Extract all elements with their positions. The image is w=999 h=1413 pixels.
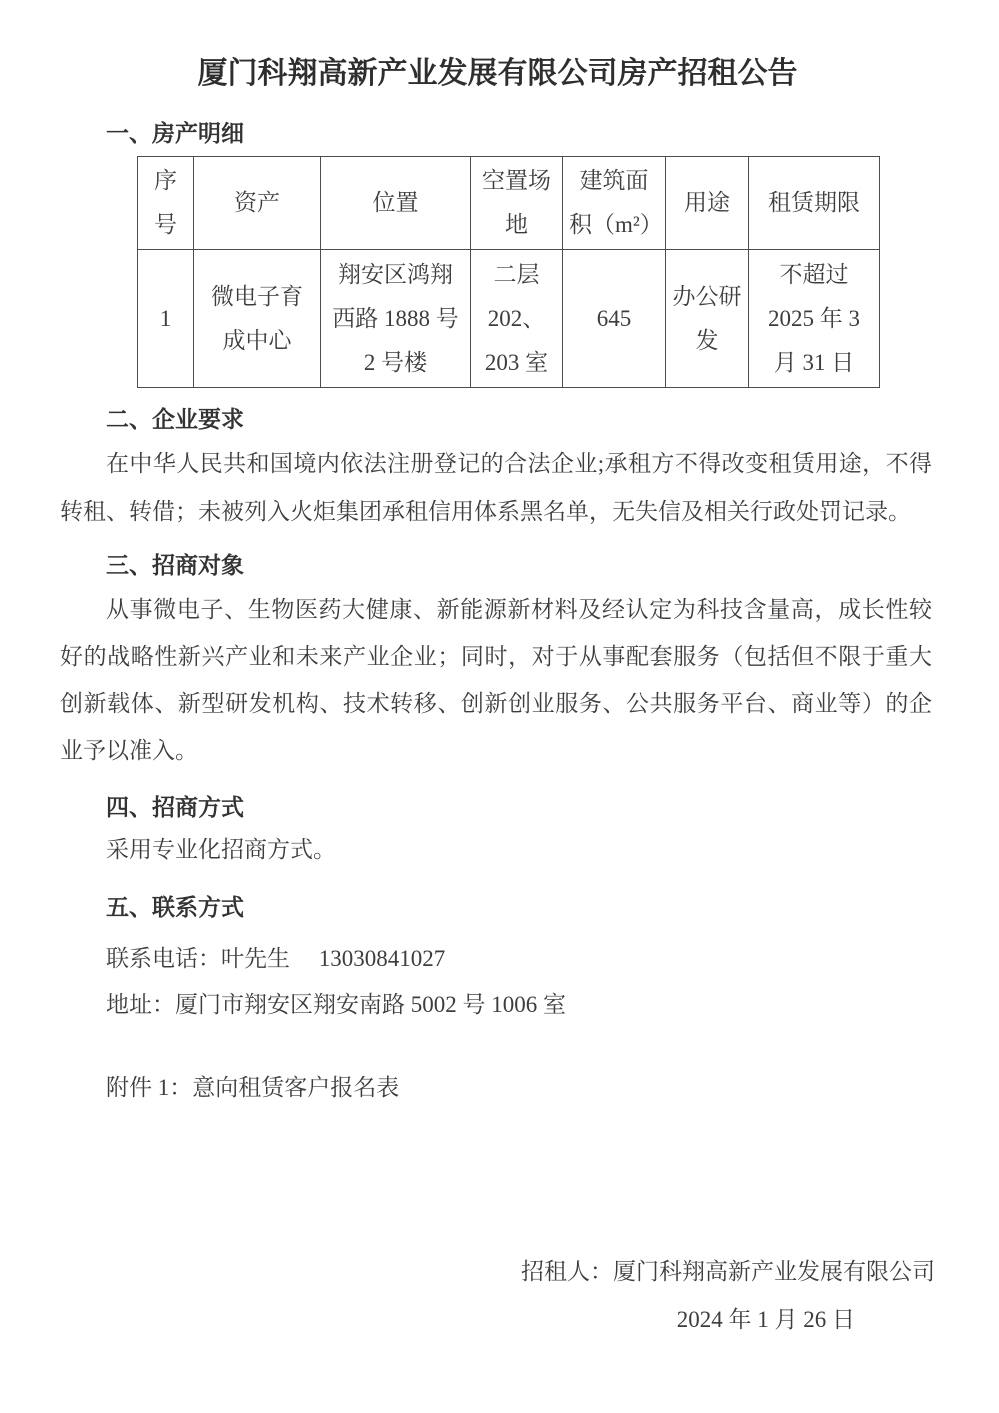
table-header-index: 序号 (138, 157, 194, 250)
table-header-vacant-site: 空置场地 (471, 157, 563, 250)
cell-floor-area: 645 (563, 250, 666, 388)
section-2-body: 在中华人民共和国境内依法注册登记的合法企业;承租方不得改变租赁用途，不得转租、转借；未被列入火炬集团承租信用体系黑名单，无失信及相关行政处罚记录。 (60, 451, 932, 524)
section-4-body: 采用专业化招商方式。 (106, 837, 336, 862)
cell-lease-term: 不超过 2025 年 3 月 31 日 (749, 250, 880, 388)
section-1-heading: 一、房产明细 (106, 121, 244, 146)
table-row (138, 250, 880, 388)
cell-location: 翔安区鸿翔西路 1888 号 2 号楼 (321, 250, 471, 388)
table-header-asset: 资产 (194, 157, 321, 250)
document-footer (60, 1250, 935, 1342)
contact-phone-line: 联系电话：叶先生 13030841027 (106, 946, 446, 971)
table-header-location: 位置 (321, 157, 471, 250)
table-header-floor-area: 建筑面积（m²） (563, 157, 666, 250)
footer-date-line: 2024 年 1 月 26 日 (676, 1307, 855, 1332)
section-5-heading: 五、联系方式 (106, 895, 244, 920)
section-2-heading: 二、企业要求 (106, 407, 244, 432)
property-table (137, 156, 880, 388)
footer-lessor-line: 招租人：厦门科翔高新产业发展有限公司 (521, 1259, 935, 1284)
contact-address-line: 地址：厦门市翔安区翔安南路 5002 号 1006 室 (106, 992, 566, 1017)
table-header-lease-term: 租赁期限 (749, 157, 880, 250)
cell-usage: 办公研发 (666, 250, 749, 388)
table-header-row (138, 157, 880, 250)
table-header-usage: 用途 (666, 157, 749, 250)
attachment-line: 附件 1：意向租赁客户报名表 (106, 1075, 400, 1100)
section-3-body: 从事微电子、生物医药大健康、新能源新材料及经认定为科技含量高，成长性较好的战略性新兴产业和未来产业企业；同时，对于从事配套服务（包括但不限于重大创新载体、新型研发机构、技术转移、创新创业服务、公共服务平台、商业等）的企业予以准入。 (60, 597, 932, 763)
page-title: 厦门科翔高新产业发展有限公司房产招租公告 (197, 57, 798, 90)
section-3-heading: 三、招商对象 (106, 553, 244, 578)
section-4-heading: 四、招商方式 (106, 795, 244, 820)
cell-index: 1 (138, 250, 194, 388)
cell-vacant-site: 二层 202、203 室 (471, 250, 563, 388)
cell-asset: 微电子育成中心 (194, 250, 321, 388)
